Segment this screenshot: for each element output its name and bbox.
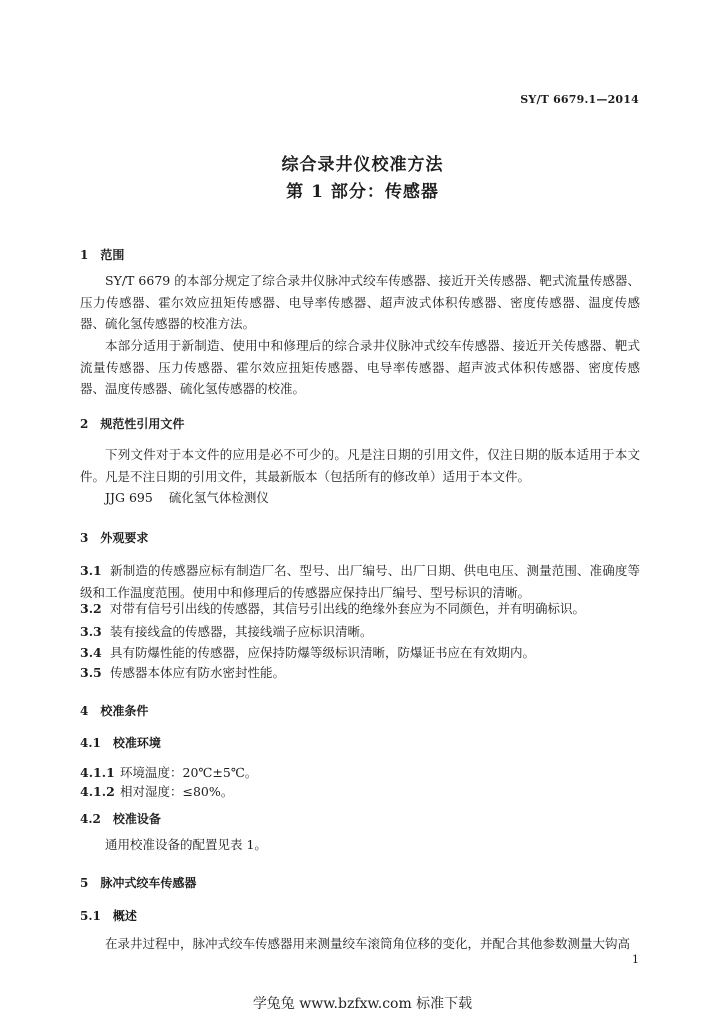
clause-number: 3.5	[80, 665, 102, 680]
section-1-paragraph-2: 本部分适用于新制造、使用中和修理后的综合录井仪脉冲式绞车传感器、接近开关传感器、靶式流量传感器、压力传感器、霍尔效应扭矩传感器、电导率传感器、超声波式体积传感器、密度传感器、温度传感器、硫化氢传感器的校准。	[80, 338, 640, 396]
clause-3-5	[80, 663, 285, 681]
clause-3-3	[80, 622, 373, 640]
clause-text: 传感器本体应有防水密封性能。	[110, 665, 286, 680]
clause-number: 4.1.1	[80, 765, 115, 780]
clause-text: 对带有信号引出线的传感器，其信号引出线的绝缘外套应为不同颜色，并有明确标识。	[110, 601, 586, 616]
section-2-paragraph-1: 下列文件对于本文件的应用是必不可少的。凡是注日期的引用文件，仅注日期的版本适用于本文件。凡是不注日期的引用文件，其最新版本（包括所有的修改单）适用于本文件。	[80, 447, 640, 484]
document-title: 综合录井仪校准方法	[281, 155, 444, 175]
subsection-4-1-heading: 4.1 校准环境	[80, 736, 161, 750]
clause-number: 4.1.2	[80, 784, 115, 799]
section-3-heading: 3 外观要求	[80, 531, 149, 545]
clause-text: 新制造的传感器应标有制造厂名、型号、出厂编号、出厂日期、供电电压、测量范围、准确度等级和工作温度范围。使用中和修理后的传感器应保持出厂编号、型号标识的清晰。	[80, 563, 640, 600]
document-subtitle: 第 1 部分：传感器	[286, 182, 439, 202]
section-5-heading: 5 脉冲式绞车传感器	[80, 876, 197, 890]
clause-4-1-1	[80, 763, 257, 781]
reference-title: 硫化氢气体检测仪	[168, 490, 269, 505]
standard-number: SY/T 6679.1—2014	[520, 93, 639, 106]
reference-code: JJG 695	[105, 490, 153, 505]
clause-number: 3.4	[80, 645, 102, 660]
section-1-paragraph-1: SY/T 6679 的本部分规定了综合录井仪脉冲式绞车传感器、接近开关传感器、靶式流量传感器、压力传感器、霍尔效应扭矩传感器、电导率传感器、超声波式体积传感器、密度传感器、温度传感器、硫化氢传感器的校准方法。	[80, 273, 640, 331]
page-number: 1	[632, 953, 639, 966]
section-5-paragraph-1: 在录井过程中，脉冲式绞车传感器用来测量绞车滚筒角位移的变化，并配合其他参数测量大钩高	[105, 936, 631, 951]
subsection-4-2-heading: 4.2 校准设备	[80, 812, 161, 826]
subsection-5-1-heading: 5.1 概述	[80, 909, 137, 923]
clause-text: 具有防爆性能的传感器，应保持防爆等级标识清晰，防爆证书应在有效期内。	[110, 645, 536, 660]
clause-3-4	[80, 643, 535, 661]
clause-text: 装有接线盒的传感器，其接线端子应标识清晰。	[110, 624, 373, 639]
clause-number: 3.1	[80, 563, 102, 578]
section-1-heading: 1 范围	[80, 248, 125, 262]
clause-number: 3.3	[80, 624, 102, 639]
watermark-footer: 学兔兔 www.bzfxw.com 标准下载	[252, 996, 473, 1012]
clause-text: 相对湿度：≤80%。	[120, 784, 234, 799]
clause-text: 环境温度：20℃±5℃。	[120, 765, 258, 780]
section-2-heading: 2 规范性引用文件	[80, 417, 185, 431]
section-4-heading: 4 校准条件	[80, 704, 149, 718]
equipment-note: 通用校准设备的配置见表 1。	[105, 837, 267, 852]
clause-4-1-2	[80, 782, 233, 800]
clause-number: 3.2	[80, 601, 102, 616]
clause-3-1	[80, 560, 640, 603]
normative-reference	[105, 488, 269, 506]
clause-3-2	[80, 599, 585, 617]
